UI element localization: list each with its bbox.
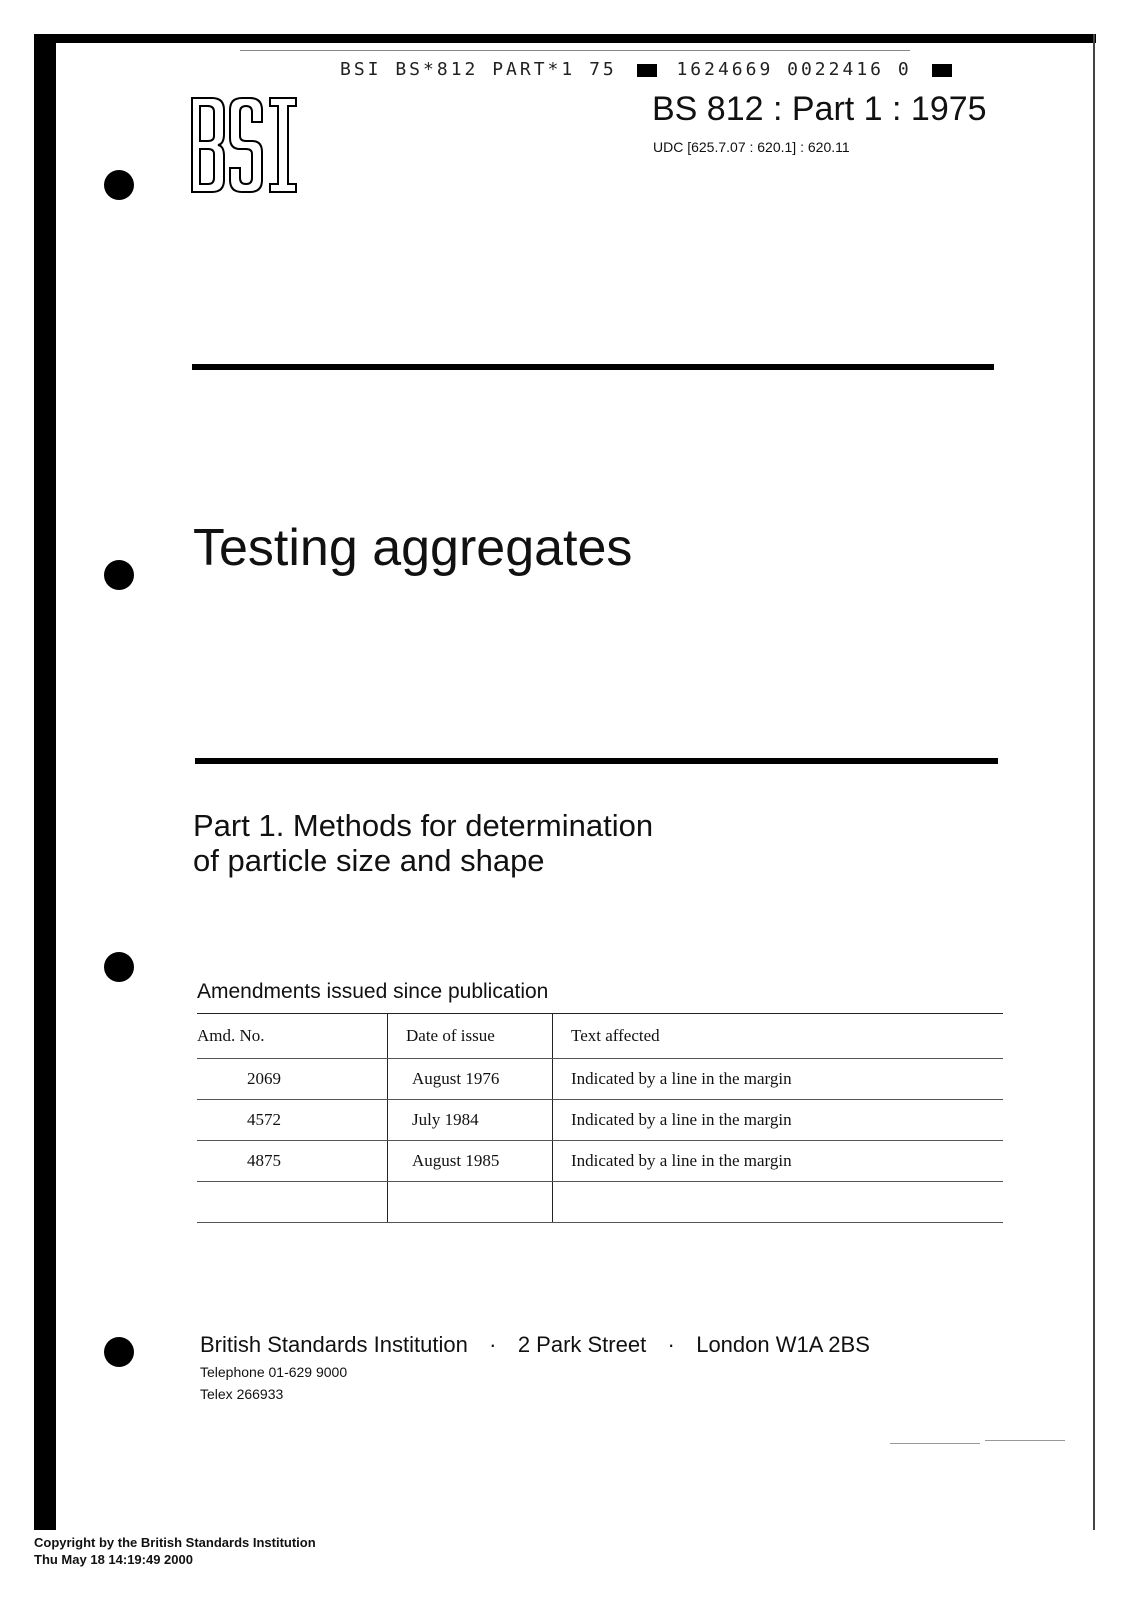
column-header-amd-no: Amd. No.	[197, 1014, 388, 1059]
punch-hole	[104, 560, 134, 590]
publisher-city: London W1A 2BS	[696, 1332, 870, 1357]
publisher-name: British Standards Institution	[200, 1332, 468, 1357]
date-of-issue: July 1984	[388, 1100, 553, 1141]
standard-number: BS 812 : Part 1 : 1975	[652, 90, 987, 128]
amd-number: 2069	[197, 1059, 388, 1100]
bsi-logo	[190, 96, 298, 194]
amendments-table	[197, 1013, 1003, 1223]
publisher-address	[200, 1332, 870, 1358]
table-row	[197, 1059, 1003, 1100]
top-thin-line	[240, 50, 910, 51]
text-affected: Indicated by a line in the margin	[553, 1141, 1004, 1182]
scan-code-number: 1624669 0022416 0	[676, 59, 912, 80]
table-row	[197, 1141, 1003, 1182]
copyright-notice	[34, 1534, 316, 1568]
top-border	[34, 34, 1096, 43]
document-title: Testing aggregates	[193, 519, 633, 577]
publisher-street: 2 Park Street	[517, 1332, 647, 1357]
date-of-issue: August 1976	[388, 1059, 553, 1100]
separator-dot: ·	[489, 1332, 497, 1357]
scan-smudge	[890, 1443, 980, 1444]
publisher-telex: Telex 266933	[200, 1386, 284, 1402]
punch-hole	[104, 1337, 134, 1367]
left-border	[34, 34, 56, 1530]
text-affected: Indicated by a line in the margin	[553, 1059, 1004, 1100]
subtitle-line-2: of particle size and shape	[193, 843, 545, 878]
punch-hole	[104, 170, 134, 200]
scan-code	[340, 59, 958, 80]
text-affected: Indicated by a line in the margin	[553, 1100, 1004, 1141]
block-mark	[637, 64, 657, 77]
divider-rule	[195, 758, 998, 764]
divider-rule	[192, 364, 994, 370]
udc-code: UDC [625.7.07 : 620.1] : 620.11	[653, 139, 850, 155]
amendments-heading: Amendments issued since publication	[197, 980, 549, 1003]
amd-number: 4572	[197, 1100, 388, 1141]
date-of-issue	[388, 1182, 553, 1223]
table-header-row	[197, 1014, 1003, 1059]
punch-hole	[104, 952, 134, 982]
table-row	[197, 1100, 1003, 1141]
copyright-line: Copyright by the British Standards Institution	[34, 1535, 316, 1550]
amd-number	[197, 1182, 388, 1223]
timestamp: Thu May 18 14:19:49 2000	[34, 1552, 193, 1567]
publisher-telephone: Telephone 01-629 9000	[200, 1364, 348, 1380]
scan-code-text: BSI BS*812 PART*1 75	[340, 59, 617, 80]
text-affected	[553, 1182, 1004, 1223]
date-of-issue: August 1985	[388, 1141, 553, 1182]
scan-smudge	[985, 1440, 1065, 1441]
block-mark	[932, 64, 952, 77]
column-header-text-affected: Text affected	[553, 1014, 1004, 1059]
document-subtitle	[193, 808, 653, 878]
subtitle-line-1: Part 1. Methods for determination	[193, 808, 654, 843]
column-header-date: Date of issue	[388, 1014, 553, 1059]
separator-dot: ·	[667, 1332, 675, 1357]
right-border	[1093, 34, 1095, 1530]
table-row	[197, 1182, 1003, 1223]
amd-number: 4875	[197, 1141, 388, 1182]
